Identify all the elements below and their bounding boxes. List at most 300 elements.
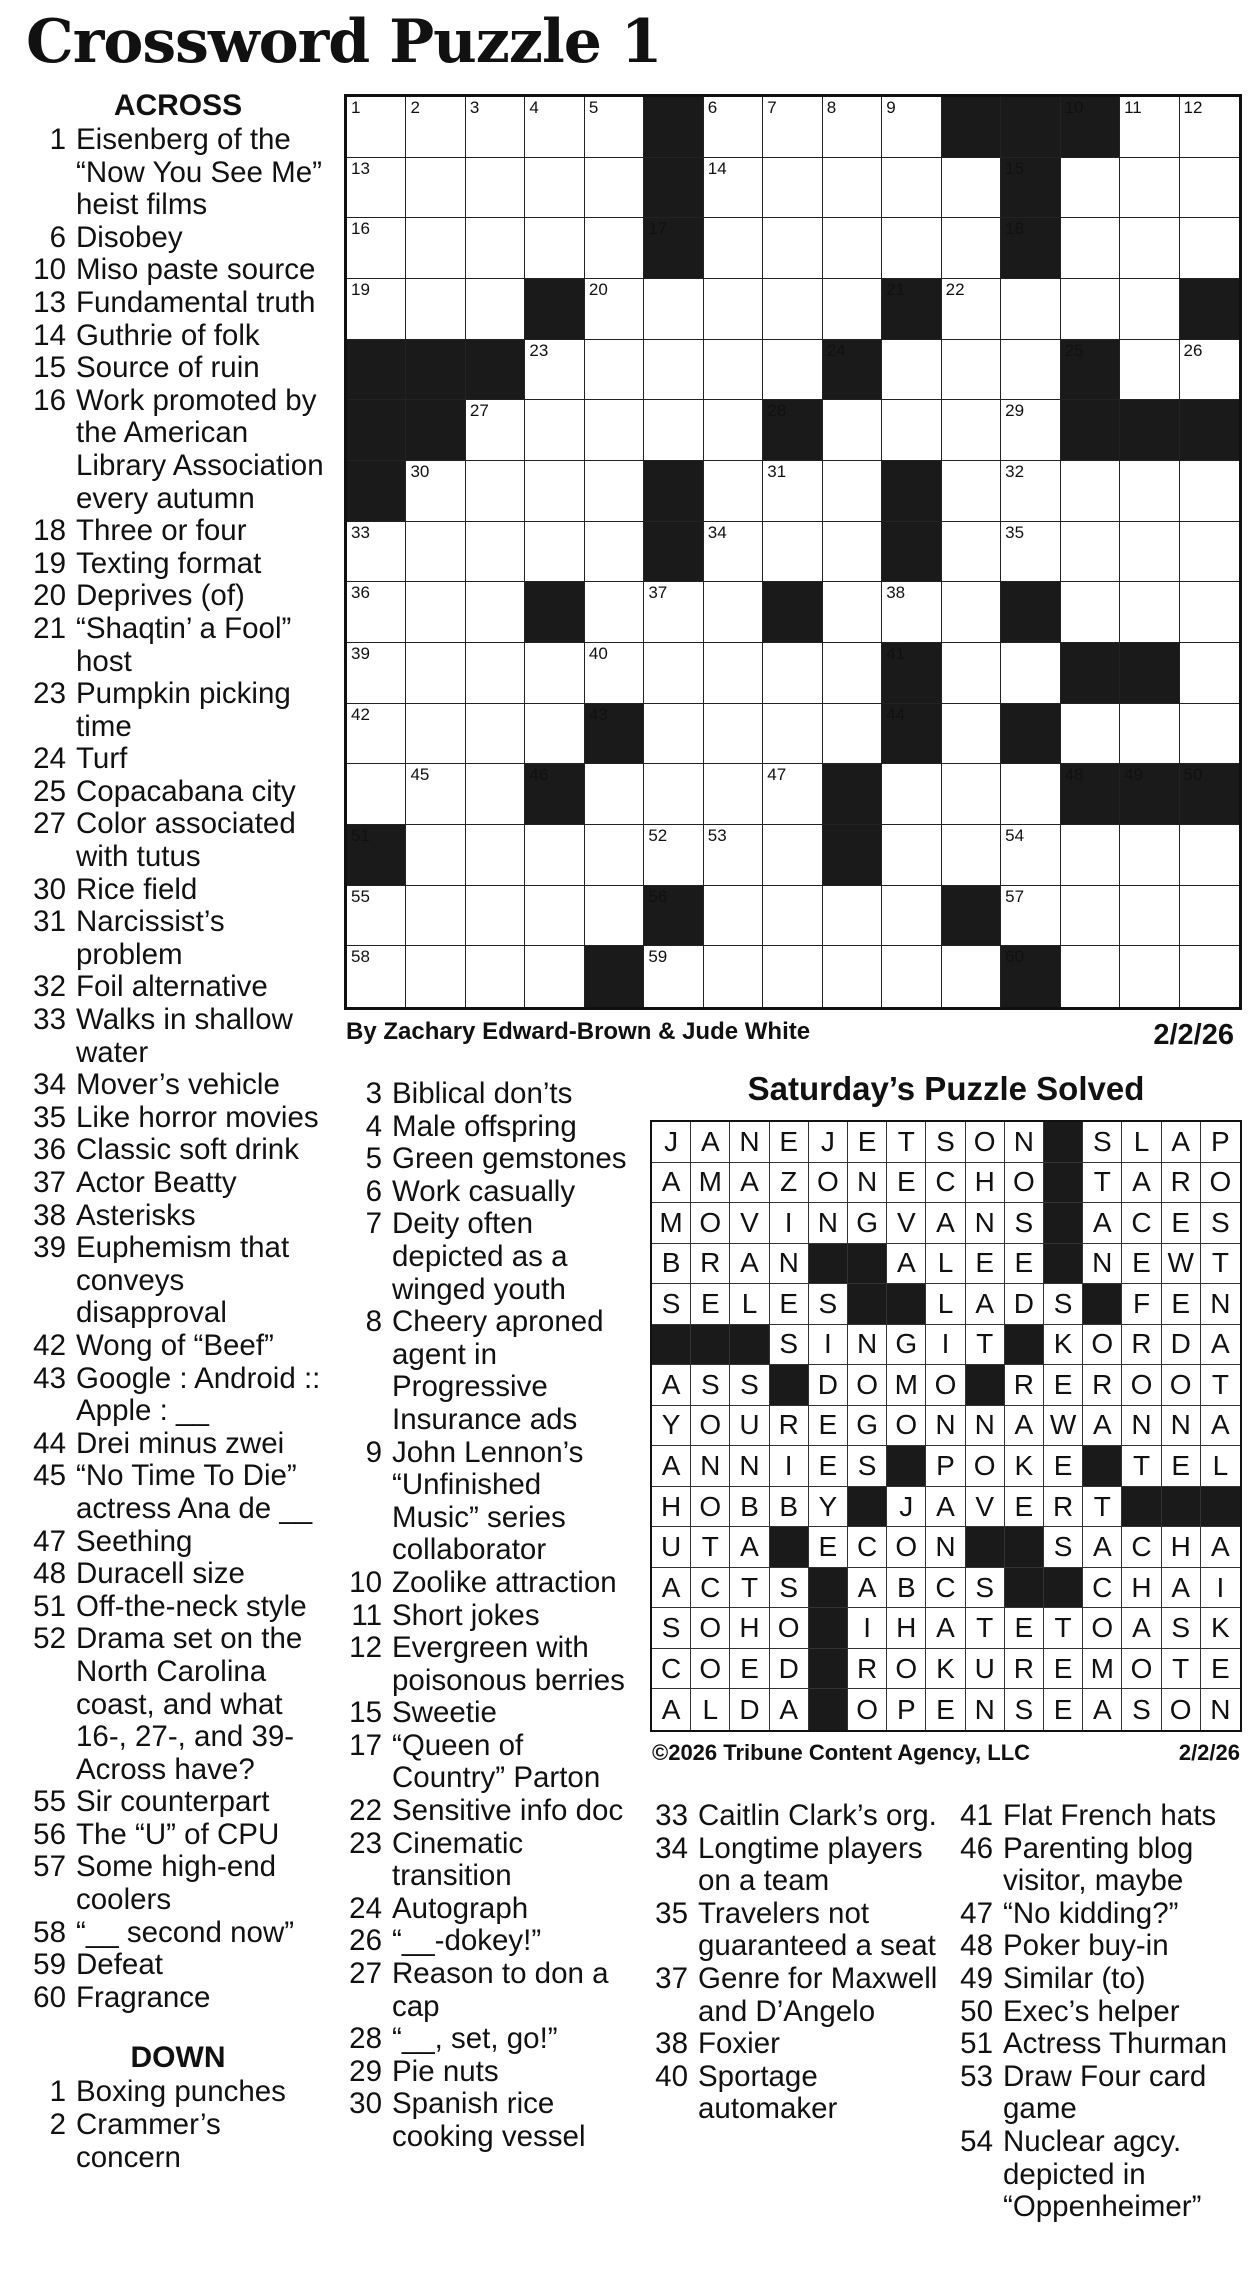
- grid-cell[interactable]: [1001, 340, 1060, 401]
- solution-cell: T: [730, 1568, 769, 1609]
- clue-item: [28, 124, 328, 222]
- grid-cell[interactable]: [466, 886, 525, 947]
- grid-cell[interactable]: [406, 704, 465, 765]
- grid-cell[interactable]: [347, 886, 406, 947]
- grid-cell[interactable]: [466, 97, 525, 158]
- grid-cell[interactable]: [823, 522, 882, 583]
- grid-cell[interactable]: [823, 218, 882, 279]
- clue-item: [28, 1004, 328, 1069]
- grid-cell[interactable]: [704, 97, 763, 158]
- grid-cell[interactable]: [1180, 340, 1239, 401]
- grid-cell[interactable]: [1061, 704, 1120, 765]
- grid-cell[interactable]: [406, 522, 465, 583]
- grid-cell[interactable]: [466, 704, 525, 765]
- grid-cell[interactable]: [882, 764, 941, 825]
- grid-cell[interactable]: [704, 158, 763, 219]
- clue-text: Caitlin Clark’s org.: [698, 1799, 937, 1832]
- solution-cell: J: [887, 1487, 926, 1528]
- grid-cell[interactable]: [942, 582, 1001, 643]
- grid-cell[interactable]: [585, 461, 644, 522]
- black-square: [882, 643, 941, 704]
- grid-cell[interactable]: [644, 704, 703, 765]
- grid-cell[interactable]: [644, 825, 703, 886]
- grid-cell[interactable]: [1180, 582, 1239, 643]
- solution-black-square: [1162, 1487, 1201, 1528]
- grid-cell[interactable]: [1120, 97, 1179, 158]
- solution-cell: O: [770, 1608, 809, 1649]
- grid-cell[interactable]: [525, 218, 584, 279]
- grid-cell[interactable]: [882, 582, 941, 643]
- grid-cell[interactable]: [823, 946, 882, 1007]
- clue-number: 13: [33, 285, 66, 319]
- grid-cell[interactable]: [823, 97, 882, 158]
- grid-cell[interactable]: [704, 946, 763, 1007]
- clue-number: 42: [33, 1328, 66, 1362]
- clue-item: [28, 1200, 328, 1233]
- grid-cell[interactable]: [585, 764, 644, 825]
- crossword-grid[interactable]: [344, 94, 1242, 1010]
- black-square: [763, 400, 822, 461]
- solution-black-square: [848, 1244, 887, 1285]
- grid-cell[interactable]: [1120, 522, 1179, 583]
- grid-cell[interactable]: [1180, 218, 1239, 279]
- grid-cell[interactable]: [525, 461, 584, 522]
- cell-number: 46: [529, 765, 549, 785]
- grid-cell[interactable]: [1120, 461, 1179, 522]
- grid-cell[interactable]: [585, 279, 644, 340]
- grid-cell[interactable]: [406, 946, 465, 1007]
- grid-cell[interactable]: [1120, 340, 1179, 401]
- clue-number: 6: [365, 1174, 382, 1208]
- grid-cell[interactable]: [823, 582, 882, 643]
- grid-cell[interactable]: [704, 886, 763, 947]
- grid-cell[interactable]: [704, 522, 763, 583]
- grid-cell[interactable]: [525, 158, 584, 219]
- clue-text: Travelers not guaranteed a seat: [698, 1896, 936, 1963]
- grid-cell[interactable]: [704, 825, 763, 886]
- grid-cell[interactable]: [406, 582, 465, 643]
- grid-cell[interactable]: [704, 704, 763, 765]
- solution-cell: G: [887, 1325, 926, 1366]
- solution-cell: T: [966, 1325, 1005, 1366]
- clue-text: Sweetie: [392, 1696, 497, 1730]
- grid-cell[interactable]: [347, 582, 406, 643]
- grid-cell[interactable]: [1120, 704, 1179, 765]
- grid-cell[interactable]: [882, 340, 941, 401]
- grid-cell[interactable]: [466, 400, 525, 461]
- clue-text: Cinematic transition: [392, 1826, 524, 1893]
- clue-text: Miso paste source: [76, 253, 316, 287]
- solution-cell: A: [926, 1487, 965, 1528]
- grid-cell[interactable]: [347, 764, 406, 825]
- grid-cell[interactable]: [1061, 582, 1120, 643]
- solution-cell: C: [691, 1568, 730, 1609]
- grid-cell[interactable]: [704, 461, 763, 522]
- grid-cell[interactable]: [942, 158, 1001, 219]
- clue-item: [344, 1176, 636, 1209]
- solution-cell: O: [1162, 1365, 1201, 1406]
- clue-number: 12: [349, 1631, 382, 1665]
- solution-cell: T: [1083, 1163, 1122, 1204]
- grid-cell[interactable]: [585, 825, 644, 886]
- grid-cell[interactable]: [525, 704, 584, 765]
- black-square: [1180, 400, 1239, 461]
- grid-cell[interactable]: [1180, 158, 1239, 219]
- solution-cell: N: [926, 1527, 965, 1568]
- grid-cell[interactable]: [644, 582, 703, 643]
- grid-cell[interactable]: [585, 218, 644, 279]
- cell-number: 4: [529, 98, 539, 117]
- grid-cell[interactable]: [704, 764, 763, 825]
- grid-cell[interactable]: [347, 946, 406, 1007]
- solution-cell: M: [1083, 1649, 1122, 1690]
- solution-cell: K: [1005, 1446, 1044, 1487]
- grid-cell[interactable]: [1120, 825, 1179, 886]
- solution-cell: S: [1005, 1203, 1044, 1244]
- cell-number: 21: [886, 280, 906, 299]
- grid-cell[interactable]: [704, 279, 763, 340]
- grid-cell[interactable]: [347, 522, 406, 583]
- cell-number: 13: [351, 158, 370, 178]
- black-square: [644, 158, 703, 219]
- grid-cell[interactable]: [882, 97, 941, 158]
- cell-number: 14: [707, 158, 727, 178]
- clue-text: Copacabana city: [76, 774, 296, 808]
- clue-text: Biblical don’ts: [392, 1077, 573, 1110]
- grid-cell[interactable]: [763, 704, 822, 765]
- solution-cell: G: [848, 1203, 887, 1244]
- grid-cell[interactable]: [585, 522, 644, 583]
- black-square: [406, 340, 465, 401]
- grid-cell[interactable]: [1061, 522, 1120, 583]
- cell-number: 17: [648, 219, 668, 239]
- grid-cell[interactable]: [525, 340, 584, 401]
- black-square: [1120, 643, 1179, 704]
- grid-cell[interactable]: [882, 886, 941, 947]
- grid-cell[interactable]: [1001, 461, 1060, 522]
- black-square: [942, 97, 1001, 158]
- grid-cell[interactable]: [406, 97, 465, 158]
- solution-cell: L: [730, 1284, 769, 1325]
- grid-cell[interactable]: [823, 461, 882, 522]
- solution-cell: O: [1083, 1325, 1122, 1366]
- grid-cell[interactable]: [763, 522, 822, 583]
- grid-cell[interactable]: [704, 582, 763, 643]
- grid-cell[interactable]: [882, 825, 941, 886]
- grid-cell[interactable]: [1180, 643, 1239, 704]
- grid-cell[interactable]: [763, 158, 822, 219]
- solution-cell: E: [730, 1649, 769, 1690]
- grid-cell[interactable]: [406, 643, 465, 704]
- cell-number: 52: [648, 826, 668, 845]
- clue-text: Google : Android :: Apple : __: [76, 1361, 321, 1428]
- clue-item: [28, 1134, 328, 1167]
- grid-cell[interactable]: [1120, 886, 1179, 947]
- grid-cell[interactable]: [1180, 522, 1239, 583]
- grid-cell[interactable]: [763, 279, 822, 340]
- grid-cell[interactable]: [704, 340, 763, 401]
- grid-cell[interactable]: [1001, 825, 1060, 886]
- grid-cell[interactable]: [1061, 279, 1120, 340]
- grid-cell[interactable]: [1180, 97, 1239, 158]
- grid-cell[interactable]: [585, 582, 644, 643]
- clue-item: [28, 2109, 328, 2174]
- grid-cell[interactable]: [466, 582, 525, 643]
- grid-cell[interactable]: [347, 643, 406, 704]
- grid-cell[interactable]: [882, 946, 941, 1007]
- grid-cell[interactable]: [763, 97, 822, 158]
- grid-cell[interactable]: [704, 218, 763, 279]
- grid-cell[interactable]: [644, 340, 703, 401]
- grid-cell[interactable]: [1061, 158, 1120, 219]
- grid-cell[interactable]: [763, 643, 822, 704]
- clue-item: [28, 1167, 328, 1200]
- solution-black-square: [1005, 1527, 1044, 1568]
- grid-cell[interactable]: [466, 522, 525, 583]
- grid-cell[interactable]: [347, 158, 406, 219]
- clue-item: [344, 1111, 636, 1144]
- grid-cell[interactable]: [1061, 886, 1120, 947]
- grid-cell[interactable]: [406, 886, 465, 947]
- clue-item: [955, 1930, 1255, 1963]
- grid-cell[interactable]: [763, 218, 822, 279]
- grid-cell[interactable]: [1001, 764, 1060, 825]
- clue-item: [955, 2126, 1255, 2224]
- grid-cell[interactable]: [406, 825, 465, 886]
- grid-cell[interactable]: [942, 825, 1001, 886]
- grid-cell[interactable]: [347, 279, 406, 340]
- grid-cell[interactable]: [1120, 158, 1179, 219]
- grid-cell[interactable]: [406, 279, 465, 340]
- grid-cell[interactable]: [525, 97, 584, 158]
- solution-cell: S: [652, 1608, 691, 1649]
- grid-cell[interactable]: [763, 946, 822, 1007]
- clue-number: 11: [351, 1598, 382, 1632]
- cell-number: 58: [351, 947, 370, 967]
- clue-item: [344, 2023, 636, 2056]
- clue-item: [28, 906, 328, 971]
- grid-cell[interactable]: [1061, 946, 1120, 1007]
- black-square: [1001, 946, 1060, 1007]
- grid-cell[interactable]: [585, 158, 644, 219]
- clue-text: “Shaqtin’ a Fool” host: [76, 611, 292, 678]
- grid-cell[interactable]: [942, 764, 1001, 825]
- grid-cell[interactable]: [823, 643, 882, 704]
- grid-cell[interactable]: [644, 643, 703, 704]
- grid-cell[interactable]: [466, 279, 525, 340]
- cell-number: 10: [1064, 98, 1084, 117]
- solution-cell: O: [1005, 1163, 1044, 1204]
- solution-black-square: [887, 1284, 926, 1325]
- grid-cell[interactable]: [942, 522, 1001, 583]
- grid-cell[interactable]: [704, 400, 763, 461]
- black-square: [347, 461, 406, 522]
- grid-cell[interactable]: [585, 340, 644, 401]
- solution-cell: D: [1005, 1284, 1044, 1325]
- grid-cell[interactable]: [1001, 400, 1060, 461]
- grid-cell[interactable]: [763, 461, 822, 522]
- grid-cell[interactable]: [882, 158, 941, 219]
- clue-text: Flat French hats: [1003, 1799, 1217, 1832]
- grid-cell[interactable]: [644, 946, 703, 1007]
- solution-cell: N: [1210, 1693, 1231, 1725]
- cell-number: 23: [529, 340, 549, 360]
- grid-cell[interactable]: [763, 825, 822, 886]
- solution-heading: Saturday’s Puzzle Solved: [747, 1070, 1145, 1107]
- grid-cell[interactable]: [644, 764, 703, 825]
- grid-cell[interactable]: [466, 764, 525, 825]
- grid-cell[interactable]: [882, 218, 941, 279]
- clue-number: 5: [365, 1142, 382, 1176]
- grid-cell[interactable]: [347, 218, 406, 279]
- clue-item: [28, 1460, 328, 1525]
- grid-cell[interactable]: [1120, 946, 1179, 1007]
- solution-cell: A: [887, 1244, 926, 1285]
- solution-cell: M: [652, 1203, 691, 1244]
- grid-cell[interactable]: [942, 704, 1001, 765]
- clue-number: 22: [349, 1794, 382, 1828]
- grid-cell[interactable]: [1061, 218, 1120, 279]
- solution-cell: E: [1044, 1446, 1083, 1487]
- solution-cell: E: [1005, 1244, 1044, 1285]
- grid-cell[interactable]: [823, 158, 882, 219]
- grid-cell[interactable]: [1061, 825, 1120, 886]
- solution-cell: K: [1201, 1608, 1240, 1649]
- grid-cell[interactable]: [823, 279, 882, 340]
- solution-cell: O: [1122, 1649, 1161, 1690]
- grid-cell[interactable]: [823, 886, 882, 947]
- grid-cell[interactable]: [882, 400, 941, 461]
- grid-cell[interactable]: [942, 279, 1001, 340]
- grid-cell[interactable]: [644, 400, 703, 461]
- clue-text: Color associated with tutus: [76, 807, 296, 874]
- grid-cell[interactable]: [942, 218, 1001, 279]
- grid-cell[interactable]: [1001, 886, 1060, 947]
- grid-cell[interactable]: [406, 158, 465, 219]
- clue-item: [28, 1069, 328, 1102]
- grid-cell[interactable]: [525, 522, 584, 583]
- solution-cell: N: [809, 1203, 848, 1244]
- grid-cell[interactable]: [942, 400, 1001, 461]
- grid-cell[interactable]: [823, 704, 882, 765]
- clue-number: 2: [49, 2108, 66, 2142]
- clue-item: [28, 385, 328, 515]
- grid-cell[interactable]: [466, 946, 525, 1007]
- grid-cell[interactable]: [406, 461, 465, 522]
- solution-cell: A: [926, 1608, 965, 1649]
- black-square: [882, 704, 941, 765]
- grid-cell[interactable]: [347, 97, 406, 158]
- cell-number: 3: [469, 98, 480, 117]
- black-square: [525, 279, 584, 340]
- clue-number: 6: [49, 220, 66, 254]
- black-square: [1001, 582, 1060, 643]
- solution-cell: T: [1083, 1487, 1122, 1528]
- grid-cell[interactable]: [942, 340, 1001, 401]
- grid-cell[interactable]: [525, 946, 584, 1007]
- grid-cell[interactable]: [823, 400, 882, 461]
- grid-cell[interactable]: [466, 218, 525, 279]
- solution-cell: H: [887, 1608, 926, 1649]
- grid-cell[interactable]: [525, 886, 584, 947]
- clue-number: 27: [33, 807, 66, 841]
- grid-cell[interactable]: [1180, 946, 1239, 1007]
- grid-cell[interactable]: [942, 643, 1001, 704]
- grid-cell[interactable]: [466, 825, 525, 886]
- grid-cell[interactable]: [942, 461, 1001, 522]
- grid-cell[interactable]: [1120, 279, 1179, 340]
- black-square: [1061, 340, 1120, 401]
- solution-cell: R: [770, 1406, 809, 1447]
- down-clue-list: [344, 1078, 636, 2154]
- grid-cell[interactable]: [1180, 825, 1239, 886]
- grid-cell[interactable]: [406, 218, 465, 279]
- grid-cell[interactable]: [525, 400, 584, 461]
- grid-cell[interactable]: [585, 97, 644, 158]
- grid-cell[interactable]: [347, 704, 406, 765]
- grid-cell[interactable]: [1001, 279, 1060, 340]
- grid-cell[interactable]: [585, 643, 644, 704]
- grid-cell[interactable]: [942, 946, 1001, 1007]
- grid-cell[interactable]: [763, 764, 822, 825]
- solution-cell: E: [1005, 1487, 1044, 1528]
- solution-black-square: [1083, 1446, 1122, 1487]
- grid-cell[interactable]: [406, 764, 465, 825]
- clue-number: 21: [33, 611, 66, 645]
- grid-cell[interactable]: [585, 400, 644, 461]
- clue-number: 33: [655, 1799, 688, 1832]
- clue-text: Fundamental truth: [76, 285, 316, 319]
- clue-item: [955, 1963, 1255, 1996]
- grid-cell[interactable]: [644, 279, 703, 340]
- clue-number: 20: [33, 579, 66, 613]
- grid-cell[interactable]: [1001, 522, 1060, 583]
- grid-cell[interactable]: [525, 643, 584, 704]
- solution-cell: R: [1005, 1365, 1044, 1406]
- solution-cell: S: [1162, 1608, 1201, 1649]
- grid-cell[interactable]: [1120, 218, 1179, 279]
- grid-cell[interactable]: [1180, 704, 1239, 765]
- black-square: [1001, 97, 1060, 158]
- grid-cell[interactable]: [466, 643, 525, 704]
- clue-number: 37: [655, 1961, 688, 1995]
- solution-cell: E: [770, 1284, 809, 1325]
- grid-cell[interactable]: [1120, 582, 1179, 643]
- solution-cell: E: [809, 1527, 848, 1568]
- clue-text: Cheery aproned agent in Progressive Insurance ads: [392, 1305, 604, 1436]
- cell-number: 8: [826, 98, 837, 117]
- grid-cell[interactable]: [1061, 461, 1120, 522]
- grid-cell[interactable]: [585, 886, 644, 947]
- solution-cell: N: [966, 1203, 1005, 1244]
- grid-cell[interactable]: [466, 158, 525, 219]
- clue-text: Male offspring: [392, 1109, 577, 1143]
- grid-cell[interactable]: [525, 825, 584, 886]
- grid-cell[interactable]: [1180, 461, 1239, 522]
- clue-number: 24: [349, 1891, 382, 1925]
- grid-cell[interactable]: [1001, 643, 1060, 704]
- black-square: [823, 340, 882, 401]
- solution-cell: H: [652, 1487, 691, 1528]
- solution-cell: V: [730, 1203, 769, 1244]
- grid-cell[interactable]: [763, 886, 822, 947]
- black-square: [644, 886, 703, 947]
- grid-cell[interactable]: [704, 643, 763, 704]
- grid-cell[interactable]: [466, 461, 525, 522]
- grid-cell[interactable]: [1180, 886, 1239, 947]
- solution-black-square: [809, 1608, 848, 1649]
- grid-cell[interactable]: [763, 340, 822, 401]
